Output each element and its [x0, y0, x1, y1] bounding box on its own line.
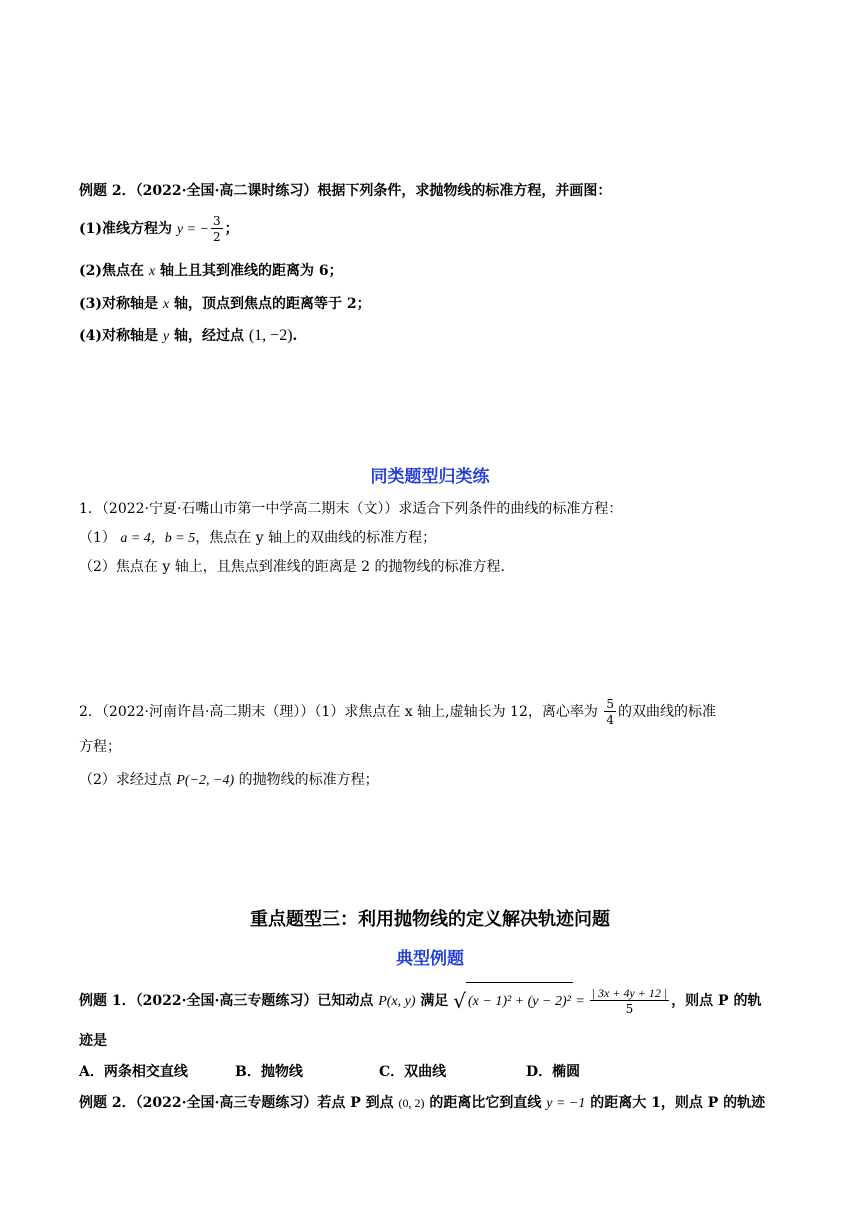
section3-subheading: 典型例题 [396, 949, 464, 969]
choice-d: D．椭圆 [526, 1064, 581, 1080]
practice-heading: 同类题型归类练 [370, 467, 490, 487]
example2-title: 例题 2．（2022·全国·高二课时练习）根据下列条件，求抛物线的标准方程，并画图： [79, 183, 612, 199]
practice-q1-part2: （2）焦点在 y 轴上，且焦点到准线的距离是 2 的抛物线的标准方程. [79, 559, 505, 575]
directrix-equation: y = − [176, 222, 209, 237]
choice-c: C．双曲线 [379, 1064, 447, 1080]
practice-q1-part1: （1） a = 4，b = 5，焦点在 y 轴上的双曲线的标准方程； [79, 530, 437, 546]
section3-example1-cont: 迹是 [79, 1033, 107, 1049]
choice-b: B．抛物线 [235, 1064, 303, 1080]
practice-q1-title: 1．（2022·宁夏·石嘴山市第一中学高二期末（文））求适合下列条件的曲线的标准方程： [79, 501, 623, 517]
practice-q2-part2: （2）求经过点 P(−2, −4) 的抛物线的标准方程； [79, 772, 379, 788]
example2-item1: (1)准线方程为 y = − $\frac{3}{2}$ ； [79, 214, 239, 244]
section3-example2: 例题 2．（2022·全国·高三专题练习）若点 P 到点 (0, 2) 的距离比它到直线 y = −1 的距离大 1，则点 P 的轨迹 [79, 1095, 766, 1111]
point-1-neg2: (1, −2) [248, 327, 293, 344]
example2-item4: (4)对称轴是 y 轴，经过点 (1, −2). [79, 327, 298, 344]
fraction-five-quarters: $\frac{5}{4}$ [606, 697, 614, 727]
example2-item3: (3)对称轴是 x 轴，顶点到焦点的距离等于 2； [79, 296, 371, 312]
section3-example1: 例题 1．（2022·全国·高三专题练习）已知动点 P(x, y) 满足 √ (x − 1)² + (y − 2)² = $\frac{| 3x + 4y + 12 |}{5}$ ，则点 P 的轨 [79, 982, 788, 1020]
fraction-abs-over-5: $\frac{| 3x + 4y + 12 |}{5}$ [591, 986, 668, 1016]
practice-q2-title: 2．（2022·河南许昌·高二期末（理））（1）求焦点在 x 轴上,虚轴长为 12，离心率为 $\frac{5}{4}$ 的双曲线的标准 [79, 697, 716, 727]
section3-heading: 重点题型三：利用抛物线的定义解决轨迹问题 [250, 909, 610, 930]
section3-choices [79, 1062, 788, 1082]
sqrt-expression: √ (x − 1)² + (y − 2)² [453, 982, 573, 1020]
fraction-three-halves: $\frac{3}{2}$ [212, 214, 221, 244]
example2-item2: (2)焦点在 x 轴上且其到准线的距离为 6； [79, 263, 343, 279]
choice-a: A．两条相交直线 [79, 1064, 188, 1080]
practice-q2-cont: 方程； [79, 739, 121, 755]
